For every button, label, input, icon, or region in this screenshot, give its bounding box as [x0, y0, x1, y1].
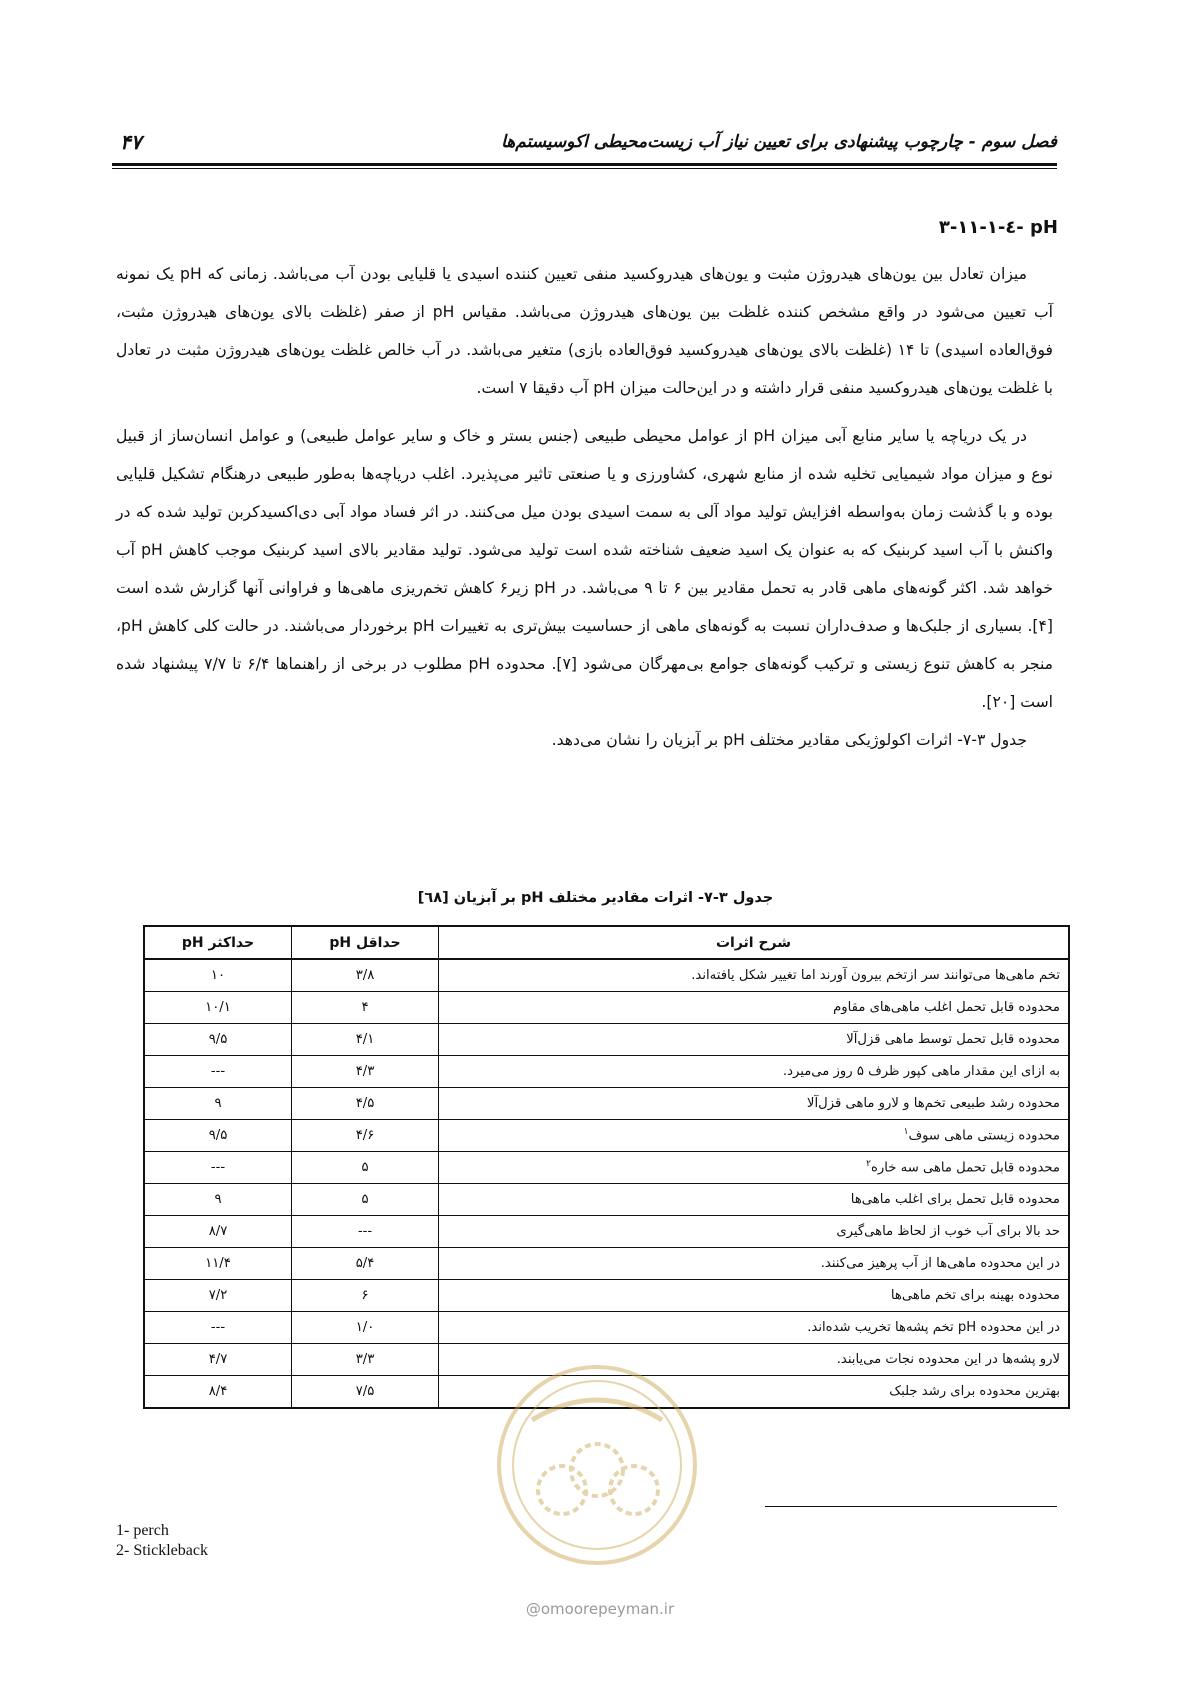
table-row [144, 1312, 1069, 1344]
cell-description [439, 1312, 1070, 1344]
paragraph-3: جدول ۳-۷- اثرات اکولوژیکی مقادیر مختلف pH بر آبزیان را نشان می‌دهد. [551, 731, 1027, 749]
cell-max-ph: ۸/۷ [144, 1216, 292, 1248]
header-max-ph: حداکثر pH [144, 926, 292, 959]
description-text: لارو پشه‌ها در این محدوده نجات می‌یابند. [836, 1352, 1060, 1367]
cell-description [439, 1120, 1070, 1152]
table-row [144, 1056, 1069, 1088]
description-text: تخم ماهی‌ها می‌توانند سر ازتخم بیرون آورند اما تغییر شکل یافته‌اند. [691, 968, 1060, 983]
cell-description [439, 1280, 1070, 1312]
cell-min-ph: ۳/۳ [292, 1344, 439, 1376]
cell-max-ph: ۱۱/۴ [144, 1248, 292, 1280]
table-row [144, 1280, 1069, 1312]
table-body [144, 959, 1069, 1408]
table-row [144, 992, 1069, 1024]
cell-description [439, 1248, 1070, 1280]
table-header-row [144, 926, 1069, 959]
page-number: ۴۷ [120, 130, 142, 154]
cell-min-ph: ۵/۴ [292, 1248, 439, 1280]
chapter-title: فصل سوم - چارچوب پیشنهادی برای تعیین نیاز آب زیست‌محیطی اکوسیستم‌ها [501, 132, 1057, 152]
description-text: محدوده قابل تحمل برای اغلب ماهی‌ها [850, 1192, 1060, 1207]
cell-max-ph: ۹ [144, 1088, 292, 1120]
cell-max-ph: ۸/۴ [144, 1376, 292, 1409]
table-caption: جدول ۳-۷- اثرات مقادیر مختلف pH بر آبزیان [٦٨] [417, 890, 774, 906]
body-text [116, 255, 1053, 759]
cell-max-ph: ۹/۵ [144, 1120, 292, 1152]
header-min-ph: حداقل pH [292, 926, 439, 959]
cell-min-ph: ۴/۳ [292, 1056, 439, 1088]
table-row [144, 1024, 1069, 1056]
table-row [144, 1088, 1069, 1120]
description-text: محدوده بهینه برای تخم ماهی‌ها [890, 1288, 1060, 1303]
description-text: محدوده رشد طبیعی تخم‌ها و لارو ماهی قزل‌آلا [806, 1096, 1060, 1111]
cell-max-ph: ۹ [144, 1184, 292, 1216]
cell-min-ph: ۴/۶ [292, 1120, 439, 1152]
paragraph-2: در یک دریاچه یا سایر منابع آبی میزان pH از عوامل محیطی طبیعی (جنس بستر و خاک و سایر عوامل طبیعی) و عوامل انسان‌ساز از قبیل نوع و میزان مواد شیمیایی تخلیه شده از منابع شهری، کشاورزی و یا صنعتی تاثیر می‌پذیرد. اغلب دریاچه‌ها به‌طور طبیعی درهنگام تشکیل قلیایی بوده و با گذشت زمان به‌واسطه افزایش تولید مواد آلی به سمت اسیدی بودن میل می‌کنند. در اثر فساد مواد آبی دی‌اکسیدکربن تولید شده که در واکنش با آب اسید کربنیک که به عنوان یک اسید ضعیف شناخته شده است تولید می‌شود. تولید مقادیر بالای اسید کربنیک موجب کاهش pH آب خواهد شد. اکثر گونه‌های ماهی قادر به تحمل مقادیر بین ۶ تا ۹ می‌باشد. در pH زیر۶ کاهش تخم‌ریزی ماهی‌ها و فراوانی آنها گزارش شده است [۴]. بسیاری از جلبک‌ها و صدف‌داران نسبت به گونه‌های ماهی از حساسیت بیش‌تری به تغییرات pH برخوردار می‌باشند. در حالت کلی کاهش pH، منجر به کاهش تنوع زیستی و ترکیب گونه‌های جوامع بی‌مهرگان می‌شود [۷]. محدوده pH مطلوب در برخی از راهنماها ۶/۴ تا ۷/۷ پیشنهاد شده است [۲۰]. [116, 427, 1054, 711]
watermark-logo [492, 1360, 702, 1570]
watermark-text: @omoorepeyman.ir [525, 1600, 675, 1618]
cell-min-ph: --- [292, 1216, 439, 1248]
cell-min-ph: ۷/۵ [292, 1376, 439, 1409]
description-text: در این محدوده pH تخم پشه‌ها تخریب شده‌اند. [807, 1320, 1060, 1335]
description-text: محدوده زیستی ماهی سوف [908, 1128, 1060, 1144]
footnote-2: 2- Stickleback [116, 1542, 208, 1559]
cell-description [439, 992, 1070, 1024]
cell-description [439, 1088, 1070, 1120]
cell-min-ph: ۱/۰ [292, 1312, 439, 1344]
cell-min-ph: ۵ [292, 1184, 439, 1216]
footnote-marker: ۱ [903, 1127, 909, 1138]
cell-min-ph: ۳/۸ [292, 959, 439, 992]
cell-min-ph: ۵ [292, 1152, 439, 1184]
description-text: بهترین محدوده برای رشد جلبک [889, 1384, 1060, 1399]
cell-max-ph: ۱۰/۱ [144, 992, 292, 1024]
page-header [112, 130, 1057, 164]
description-text: حد بالا برای آب خوب از لحاظ ماهی‌گیری [836, 1224, 1060, 1239]
table-row [144, 1184, 1069, 1216]
ph-effects-table [143, 925, 1070, 1409]
cell-description [439, 959, 1070, 992]
description-text: محدوده قابل تحمل ماهی سه خاره [871, 1160, 1060, 1176]
table-row [144, 1120, 1069, 1152]
cell-description [439, 1152, 1070, 1184]
footnotes [116, 1521, 208, 1561]
cell-description [439, 1056, 1070, 1088]
cell-max-ph: --- [144, 1312, 292, 1344]
cell-min-ph: ۴ [292, 992, 439, 1024]
cell-min-ph: ۴/۵ [292, 1088, 439, 1120]
header-description: شرح اثرات [439, 926, 1070, 959]
cell-max-ph: ۴/۷ [144, 1344, 292, 1376]
description-text: در این محدوده ماهی‌ها از آب پرهیز می‌کنند. [820, 1256, 1060, 1271]
description-text: به ازای این مقدار ماهی کپور ظرف ۵ روز می‌میرد. [782, 1064, 1060, 1079]
cell-description [439, 1024, 1070, 1056]
cell-min-ph: ۴/۱ [292, 1024, 439, 1056]
paragraph-1: میزان تعادل بین یون‌های هیدروژن مثبت و یون‌های هیدروکسید منفی تعیین کننده اسیدی یا قلیایی بودن آب می‌باشد. زمانی که pH یک نمونه آب تعیین می‌شود در واقع مشخص کننده غلظت بین یون‌های هیدروژن می‌باشد. مقیاس pH از صفر (غلظت بالای یون‌های هیدروژن مثبت، فوق‌العاده اسیدی) تا ۱۴ (غلظت بالای یون‌های هیدروکسید فوق‌العاده بازی) متغیر می‌باشد. در آب خالص غلظت یون‌های هیدروژن مثبت در تعادل با غلظت یون‌های هیدروکسید منفی قرار داشته و در این‌حالت میزان pH آب دقیقا ۷ است. [116, 265, 1053, 397]
footnote-1: 1- perch [116, 1522, 169, 1539]
cell-max-ph: ۷/۲ [144, 1280, 292, 1312]
cell-max-ph: --- [144, 1152, 292, 1184]
table-row [144, 1248, 1069, 1280]
cell-description [439, 1216, 1070, 1248]
table-row [144, 959, 1069, 992]
cell-max-ph: ۱۰ [144, 959, 292, 992]
cell-min-ph: ۶ [292, 1280, 439, 1312]
table-row [144, 1152, 1069, 1184]
cell-max-ph: ۹/۵ [144, 1024, 292, 1056]
section-title: pH -٤-١-١١-٣ [938, 217, 1058, 238]
table-row [144, 1216, 1069, 1248]
footnote-marker: ۲ [866, 1159, 872, 1170]
footnote-rule [765, 1506, 1057, 1507]
cell-description [439, 1184, 1070, 1216]
description-text: محدوده قابل تحمل توسط ماهی قزل‌آلا [846, 1032, 1060, 1047]
cell-max-ph: --- [144, 1056, 292, 1088]
header-rule [112, 163, 1057, 169]
description-text: محدوده قابل تحمل اغلب ماهی‌های مقاوم [833, 1000, 1060, 1015]
